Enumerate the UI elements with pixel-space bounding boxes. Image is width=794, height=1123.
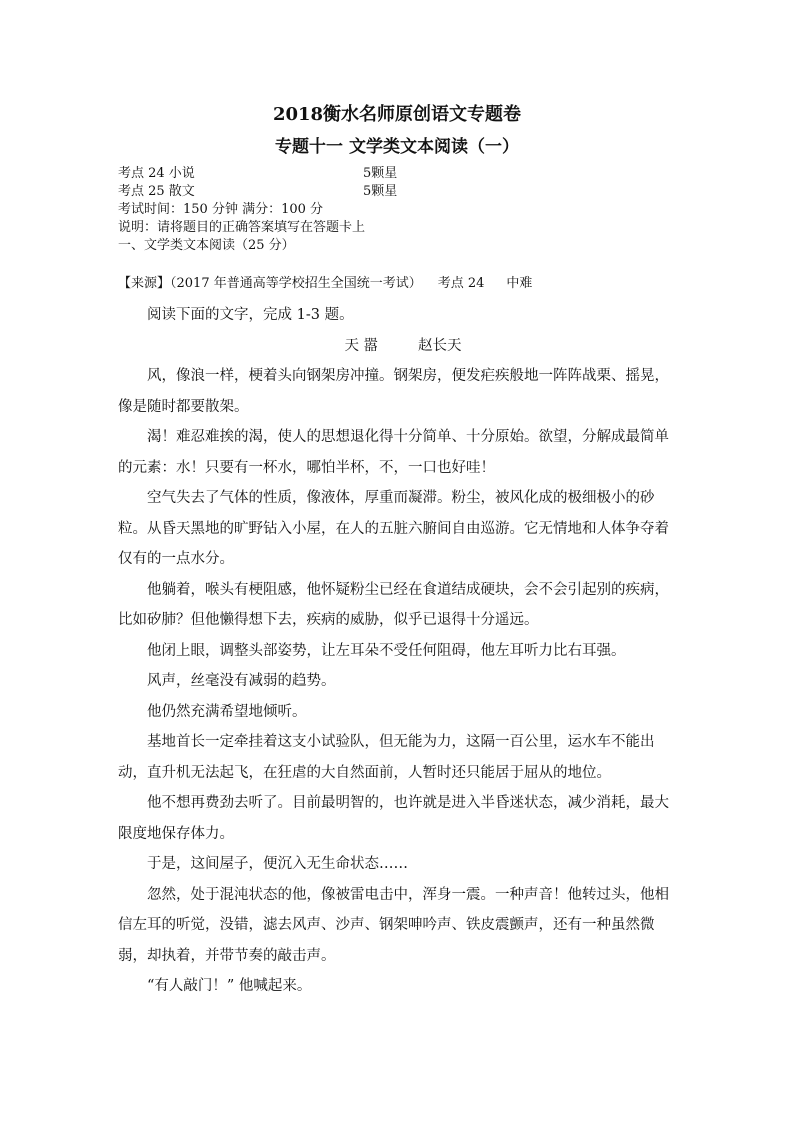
paragraph: 风声，丝毫没有减弱的趋势。 [147, 673, 336, 689]
paragraph: “有人敲门！” 他喊起来。 [147, 978, 312, 994]
story-author: 赵长天 [418, 337, 462, 354]
exam-point-stars: 5颗星 [363, 184, 398, 199]
exam-point-label: 考点 25 散文 [118, 184, 195, 199]
paragraph: 忽然，处于混沌状态的他，像被雷电击中，浑身一震。一种声音！他转过头，他相信左耳的听觉，没错，滤去风声、沙声、钢架呻吟声、铁皮震颤声，还有一种虽然微弱，却执着，并带节奏的敲击声。 [118, 886, 669, 964]
exam-instruction: 说明：请将题目的正确答案填写在答题卡上 [118, 220, 366, 235]
exam-point-row [118, 165, 398, 183]
section-heading: 一、文学类文本阅读（25 分） [118, 238, 295, 253]
reading-passage [118, 300, 678, 1002]
paragraph: 于是，这间屋子，便沉入无生命状态…… [147, 856, 408, 872]
reading-intro: 阅读下面的文字，完成 1-3 题。 [147, 307, 354, 323]
paragraph: 他仍然充满希望地倾听。 [147, 703, 307, 720]
exam-time: 考试时间：150 分钟 满分：100 分 [118, 202, 324, 217]
document-title: 2018衡水名师原创语文专题卷 [272, 104, 522, 125]
paragraph: 他闭上眼，调整头部姿势，让左耳朵不受任何阻碍，他左耳听力比右耳强。 [147, 642, 626, 659]
paragraph: 风，像浪一样，梗着头向钢架房冲撞。钢架房，便发疟疾般地一阵阵战栗、摇晃，像是随时都要散架。 [118, 368, 669, 415]
exam-point-row [118, 183, 398, 201]
paragraph: 渴！难忍难挨的渴，使人的思想退化得十分简单、十分原始。欲望，分解成最简单的元素：水！只要有一杯水，哪怕半杯，不，一口也好哇！ [118, 429, 669, 476]
paragraph: 基地首长一定牵挂着这支小试验队，但无能为力，这隔一百公里，运水车不能出动，直升机无法起飞，在狂虐的大自然面前，人暂时还只能居于屈从的地位。 [118, 734, 655, 781]
source-line [118, 272, 532, 291]
paragraph: 他躺着，喉头有梗阻感，他怀疑粉尘已经在食道结成硬块，会不会引起别的疾病，比如矽肺？但他懒得想下去，疾病的威胁，似乎已退得十分遥远。 [118, 581, 669, 628]
story-heading [118, 331, 678, 362]
exam-point-stars: 5颗星 [363, 166, 398, 181]
source-kaodian: 考点 24 [437, 276, 485, 291]
exam-point-label: 考点 24 小说 [118, 166, 195, 181]
source-text: 【来源】（2017 年普通高等学校招生全国统一考试） [118, 276, 422, 291]
document-subtitle: 专题十一 文学类文本阅读（一） [275, 137, 519, 157]
paragraph: 空气失去了气体的性质，像液体，厚重而凝滞。粉尘，被风化成的极细极小的砂粒。从昏天黑地的旷野钻入小屋，在人的五脏六腑间自由巡游。它无情地和人体争夺着仅有的一点水分。 [118, 490, 669, 567]
paragraph: 他不想再费劲去听了。目前最明智的，也许就是进入半昏迷状态，减少消耗，最大限度地保存体力。 [118, 795, 669, 842]
story-title: 天 嚣 [344, 337, 379, 354]
exam-info-block [118, 165, 398, 255]
source-difficulty: 中难 [506, 276, 533, 291]
